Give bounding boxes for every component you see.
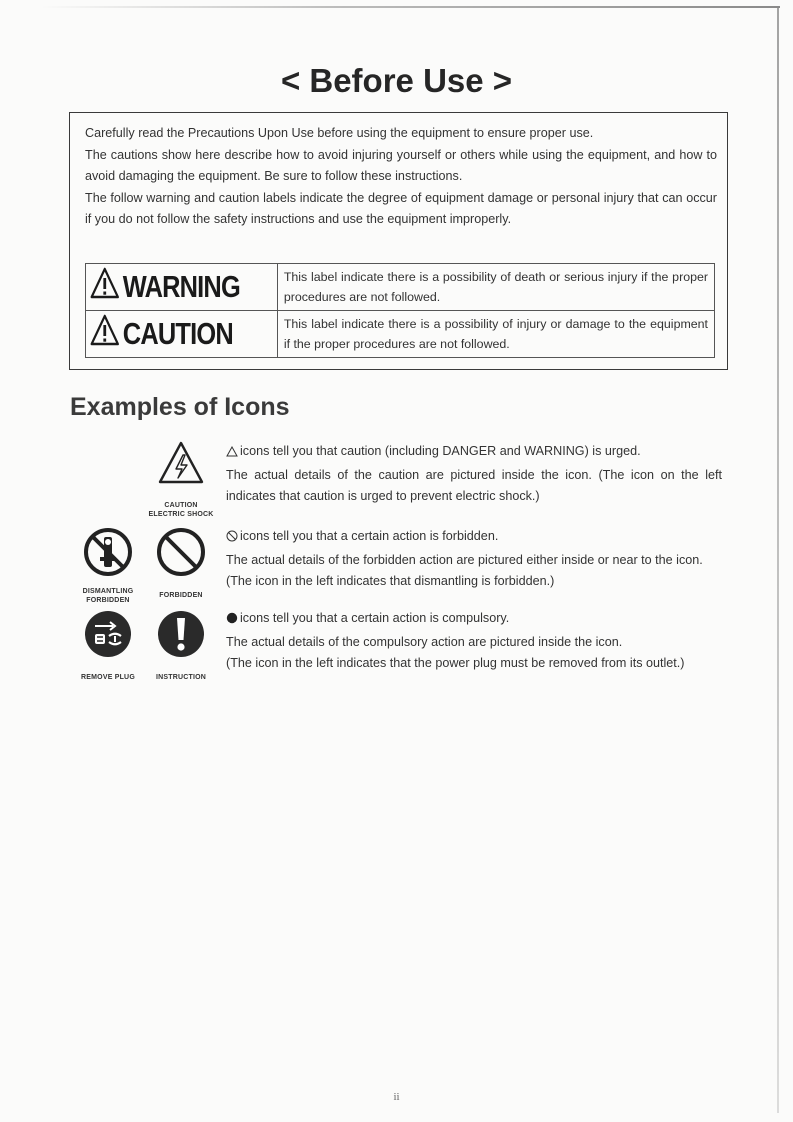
scan-edge-top [40, 6, 780, 8]
forbidden-paragraph-line: icons tell you that a certain action is forbidden. [240, 529, 499, 543]
remove-plug-icon [83, 646, 133, 663]
icon-caption: DISMANTLING [82, 588, 134, 595]
warning-word: WARNING [122, 269, 240, 304]
intro-line: The follow warning and caution labels indicate the degree of equipment damage or personal injury that can occur if you do not follow the safety instructions and use the equipment improperly. [85, 190, 717, 227]
page-title: < Before Use > [280, 62, 513, 99]
warning-triangle-icon [90, 314, 120, 354]
warning-labels-table [85, 263, 715, 358]
icon-instruction [148, 609, 214, 682]
dismantling-forbidden-icon [83, 564, 133, 581]
icon-caption: INSTRUCTION [155, 674, 207, 681]
caution-description: This label indicate there is a possibility of injury or damage to the equipment if the proper procedures are not followed. [277, 311, 714, 358]
icon-caption: CAUTION [164, 502, 198, 509]
label-row-caution [86, 311, 715, 358]
electric-shock-icon [157, 473, 205, 490]
icon-caption: FORBIDDEN [86, 597, 130, 604]
caution-paragraph-text: The actual details of the caution are pictured inside the icon. (The icon on the left indicates that caution is urged to prevent electric shock.) [226, 467, 722, 503]
compulsory-paragraph-line: The actual details of the compulsory action are pictured inside the icon. [226, 634, 623, 649]
triangle-symbol-icon [226, 443, 238, 465]
circle-slash-symbol-icon [226, 528, 238, 550]
label-row-warning [86, 264, 715, 311]
compulsory-paragraph [226, 608, 722, 675]
icon-remove-plug [72, 609, 144, 682]
page-number: ii [393, 1091, 400, 1103]
filled-circle-symbol-icon [226, 610, 238, 632]
icon-caution-shock [140, 440, 222, 519]
instruction-icon [156, 646, 206, 663]
compulsory-paragraph-line: icons tell you that a certain action is compulsory. [240, 611, 510, 625]
caution-sign [86, 311, 278, 358]
examples-title: Examples of Icons [70, 393, 290, 421]
forbidden-paragraph-line: The actual details of the forbidden action are pictured either inside or near to the icon. [226, 552, 703, 567]
caution-paragraph-line: icons tell you that caution (including DANGER and WARNING) is urged. [240, 444, 641, 458]
warning-sign [86, 264, 278, 311]
icon-caption: FORBIDDEN [159, 592, 203, 599]
warning-description: This label indicate there is a possibility of death or serious injury if the proper procedures are not followed. [277, 264, 714, 311]
forbidden-paragraph [226, 526, 722, 593]
icon-forbidden [148, 527, 214, 600]
scan-edge-right [777, 8, 779, 1113]
intro-line: Carefully read the Precautions Upon Use before using the equipment to ensure proper use. [85, 126, 594, 140]
icon-dismantling-forbidden [72, 527, 144, 605]
intro-text [85, 123, 717, 231]
caution-paragraph [226, 441, 722, 508]
warning-triangle-icon [90, 267, 120, 307]
caution-word: CAUTION [122, 316, 233, 351]
icon-caption: REMOVE PLUG [81, 674, 135, 681]
compulsory-paragraph-line: (The icon in the left indicates that the power plug must be removed from its outlet.) [226, 656, 685, 670]
intro-line: The cautions show here describe how to avoid injuring yourself or others while using the equipment, and how to avoid damaging the equipment. Be sure to follow these instructions. [85, 147, 717, 184]
icon-caption: ELECTRIC SHOCK [148, 511, 214, 518]
intro-box [69, 112, 728, 370]
forbidden-icon [156, 564, 206, 581]
forbidden-paragraph-line: (The icon in the left indicates that dismantling is forbidden.) [226, 574, 555, 588]
